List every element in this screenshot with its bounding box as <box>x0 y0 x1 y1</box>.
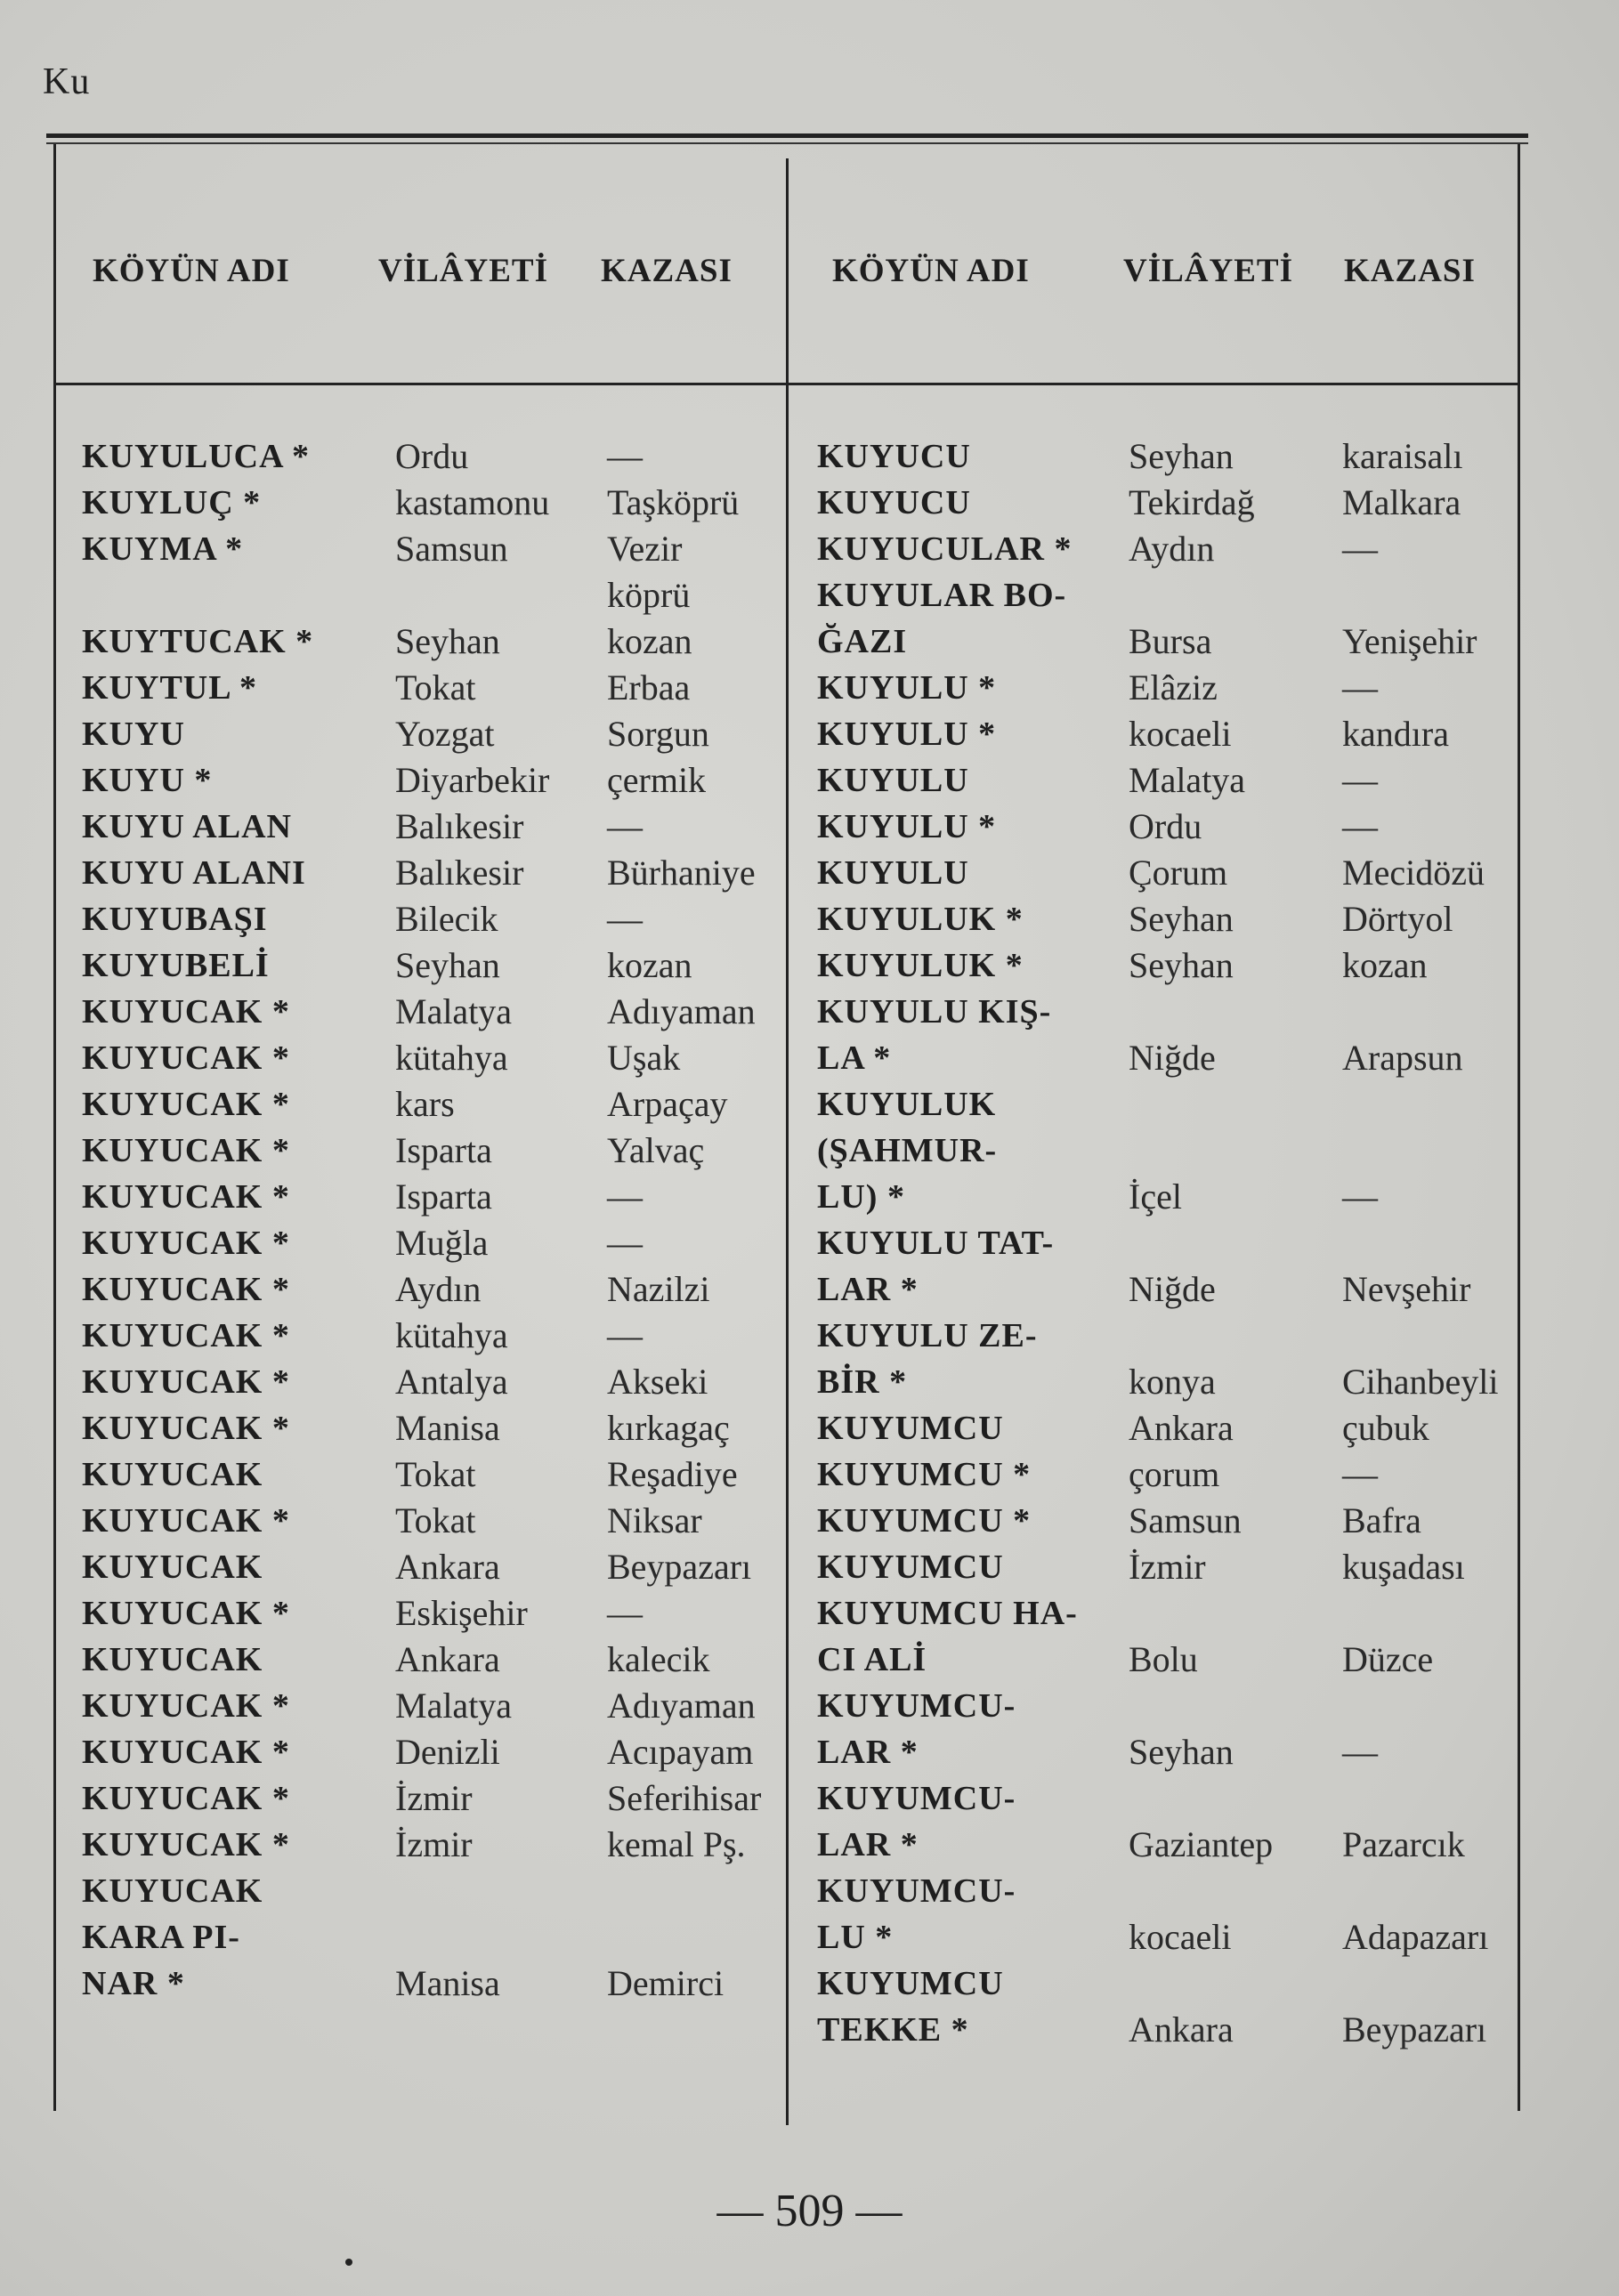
province: Manisa <box>395 1963 500 2003</box>
table-row <box>82 572 776 618</box>
province: kocaeli <box>1129 1917 1232 1957</box>
table-row <box>817 572 1511 618</box>
table-row <box>817 2007 1511 2053</box>
header-right-district: KAZASI <box>1344 253 1476 289</box>
province: çorum <box>1129 1454 1220 1494</box>
village-name: KARA PI- <box>82 1919 240 1956</box>
province: Tokat <box>395 1454 476 1494</box>
district: — <box>1342 1176 1378 1217</box>
village-name: KUYULU TAT- <box>817 1225 1055 1262</box>
district: — <box>607 1176 643 1217</box>
table-row <box>817 480 1511 526</box>
province: Yozgat <box>395 714 495 754</box>
table-row <box>82 711 776 757</box>
district: Sorgun <box>607 714 709 754</box>
table-row <box>82 1822 776 1868</box>
district: — <box>1342 667 1378 707</box>
table-row <box>82 433 776 480</box>
district: karaisalı <box>1342 436 1463 476</box>
table-row <box>82 757 776 804</box>
table-row <box>817 1822 1511 1868</box>
village-name: KUYULU * <box>817 808 997 845</box>
table-row <box>817 1081 1511 1128</box>
table-row <box>82 1081 776 1128</box>
table-row <box>817 1590 1511 1637</box>
village-name: LU * <box>817 1919 894 1956</box>
village-name: KUYULU * <box>817 715 997 753</box>
district: Seferihisar <box>607 1778 762 1818</box>
left-border <box>53 144 56 2111</box>
province: kütahya <box>395 1315 508 1355</box>
province: Elâziz <box>1129 667 1218 707</box>
province: Gaziantep <box>1129 1824 1274 1864</box>
district: kuşadası <box>1342 1547 1465 1587</box>
district: Adıyaman <box>607 1686 756 1726</box>
right-table <box>817 433 1511 2053</box>
village-name: TEKKE * <box>817 2011 969 2049</box>
province: Antalya <box>395 1362 508 1402</box>
village-name: KUYULUK * <box>817 901 1024 938</box>
village-name: KUYUCAK <box>82 1548 263 1586</box>
province: Ankara <box>1129 1408 1234 1448</box>
table-row <box>82 850 776 896</box>
table-row <box>817 1220 1511 1266</box>
header-right-province: VİLÂYETİ <box>1123 253 1293 289</box>
district: Erbaa <box>607 667 691 707</box>
left-table <box>82 433 776 2007</box>
table-row <box>82 1266 776 1313</box>
district: — <box>607 1315 643 1355</box>
village-name: KUYTUCAK * <box>82 623 314 660</box>
table-row <box>817 850 1511 896</box>
district: — <box>1342 1732 1378 1772</box>
district: çermik <box>607 760 707 800</box>
village-name: KUYULU ZE- <box>817 1317 1038 1354</box>
district: — <box>1342 760 1378 800</box>
village-name: KUYUCU <box>817 438 971 475</box>
district: Adıyaman <box>607 991 756 1031</box>
village-name: KUYUMCU * <box>817 1502 1032 1540</box>
district: Düzce <box>1342 1639 1434 1679</box>
province: Seyhan <box>395 945 500 985</box>
province: Malatya <box>395 991 513 1031</box>
province: Eskişehir <box>395 1593 528 1633</box>
province: Aydın <box>395 1269 482 1309</box>
village-name: KUYUMCU- <box>817 1872 1016 1910</box>
table-row <box>817 1359 1511 1405</box>
table-row <box>817 1313 1511 1359</box>
district: Yalvaç <box>607 1130 705 1170</box>
district: kalecik <box>607 1639 710 1679</box>
province: Seyhan <box>395 621 500 661</box>
village-name: KUYUCAK * <box>82 993 290 1031</box>
village-name: KUYUCULAR * <box>817 530 1073 568</box>
district: Pazarcık <box>1342 1824 1465 1864</box>
ink-dot <box>345 2259 352 2266</box>
village-name: KUYUCAK * <box>82 1826 290 1863</box>
district: Malkara <box>1342 482 1461 522</box>
district: kandıra <box>1342 714 1449 754</box>
table-row <box>817 757 1511 804</box>
village-name: KUYUMCU <box>817 1410 1004 1447</box>
village-name: LA * <box>817 1039 892 1077</box>
village-name: KUYULU <box>817 854 969 892</box>
village-name: (ŞAHMUR- <box>817 1132 998 1169</box>
center-divider <box>786 158 789 2125</box>
province: Ankara <box>1129 2009 1234 2049</box>
district: Bürhaniye <box>607 853 756 893</box>
district: — <box>607 1593 643 1633</box>
village-name: KUYUMCU <box>817 1965 1004 2002</box>
province: Samsun <box>1129 1500 1242 1540</box>
table-row <box>82 480 776 526</box>
district: — <box>1342 1454 1378 1494</box>
village-name: KUYUCAK <box>82 1456 263 1493</box>
table-row <box>817 989 1511 1035</box>
header-left-province: VİLÂYETİ <box>378 253 548 289</box>
header-left-district: KAZASI <box>601 253 733 289</box>
table-row <box>817 1775 1511 1822</box>
province: konya <box>1129 1362 1216 1402</box>
table-row <box>817 1451 1511 1498</box>
village-name: KUYUCAK * <box>82 1039 290 1077</box>
village-name: KUYUMCU- <box>817 1780 1016 1817</box>
province: Denizli <box>395 1732 500 1772</box>
table-row <box>82 1775 776 1822</box>
table-row <box>817 433 1511 480</box>
village-name: KUYLUÇ * <box>82 484 262 521</box>
village-name: KUYUCAK * <box>82 1502 290 1540</box>
province: Tokat <box>395 667 476 707</box>
district: Akseki <box>607 1362 708 1402</box>
district: Bafra <box>1342 1500 1421 1540</box>
village-name: KUYUCAK * <box>82 1595 290 1632</box>
table-row <box>82 1729 776 1775</box>
table-row <box>817 711 1511 757</box>
village-name: KUYUCAK * <box>82 1410 290 1447</box>
table-row <box>82 665 776 711</box>
village-name: KUYU ALANI <box>82 854 306 892</box>
table-row <box>82 896 776 942</box>
header-bottom-rule <box>55 383 1519 385</box>
province: Aydın <box>1129 529 1215 569</box>
village-name: KUYULUK <box>817 1086 997 1123</box>
district: Dörtyol <box>1342 899 1453 939</box>
province: Niğde <box>1129 1269 1216 1309</box>
district: kemal Pş. <box>607 1824 746 1864</box>
table-row <box>82 1868 776 1914</box>
village-name: KUYUCAK * <box>82 1734 290 1771</box>
village-name: KUYUCAK <box>82 1641 263 1678</box>
district: — <box>1342 806 1378 846</box>
village-name: KUYULU * <box>817 669 997 707</box>
table-row <box>82 1914 776 1960</box>
village-name: KUYUCAK * <box>82 1178 290 1216</box>
district: — <box>607 806 643 846</box>
province: Seyhan <box>1129 899 1234 939</box>
table-row <box>817 665 1511 711</box>
district: kırkagaç <box>607 1408 730 1448</box>
province: Malatya <box>395 1686 513 1726</box>
header-left-name: KÖYÜN ADI <box>93 253 290 289</box>
table-row <box>82 1544 776 1590</box>
table-row <box>82 1174 776 1220</box>
province: İzmir <box>395 1778 473 1818</box>
table-row <box>817 1683 1511 1729</box>
top-rule-thin <box>46 142 1528 144</box>
village-name: KUYUCAK * <box>82 1086 290 1123</box>
village-name: KUYUBELİ <box>82 947 270 984</box>
table-row <box>82 1220 776 1266</box>
table-row <box>82 1590 776 1637</box>
village-name: KUYMA * <box>82 530 244 568</box>
table-row <box>82 618 776 665</box>
village-name: ĞAZI <box>817 623 908 660</box>
district: kozan <box>607 945 692 985</box>
province: Samsun <box>395 529 508 569</box>
table-row <box>817 942 1511 989</box>
province: Isparta <box>395 1176 492 1217</box>
village-name: KUYUCAK * <box>82 1687 290 1725</box>
village-name: LAR * <box>817 1271 919 1308</box>
table-row <box>817 1729 1511 1775</box>
table-row <box>817 804 1511 850</box>
province: Seyhan <box>1129 1732 1234 1772</box>
village-name: KUYUCAK * <box>82 1317 290 1354</box>
province: Bursa <box>1129 621 1212 661</box>
table-row <box>82 1451 776 1498</box>
province: kocaeli <box>1129 714 1232 754</box>
province: Muğla <box>395 1223 489 1263</box>
table-row <box>817 1960 1511 2007</box>
village-name: LAR * <box>817 1826 919 1863</box>
province: Çorum <box>1129 853 1228 893</box>
district: Reşadiye <box>607 1454 738 1494</box>
district: Arapsun <box>1342 1038 1463 1078</box>
table-row <box>817 1128 1511 1174</box>
village-name: KUYU <box>82 715 185 753</box>
province: kütahya <box>395 1038 508 1078</box>
table-row <box>82 1128 776 1174</box>
village-name: KUYULU KIŞ- <box>817 993 1052 1031</box>
table-row <box>817 526 1511 572</box>
header-right-name: KÖYÜN ADI <box>832 253 1030 289</box>
village-name: NAR * <box>82 1965 185 2002</box>
village-name: KUYUCU <box>817 484 971 521</box>
village-name: BİR * <box>817 1363 908 1401</box>
province: Isparta <box>395 1130 492 1170</box>
table-row <box>82 1960 776 2007</box>
province: Malatya <box>1129 760 1246 800</box>
district: kozan <box>607 621 692 661</box>
table-row <box>82 1498 776 1544</box>
district: Mecidözü <box>1342 853 1485 893</box>
table-row <box>817 1266 1511 1313</box>
table-row <box>82 942 776 989</box>
table-row <box>82 804 776 850</box>
province: Seyhan <box>1129 436 1234 476</box>
table-row <box>82 1637 776 1683</box>
table-row <box>82 1035 776 1081</box>
village-name: KUYUCAK * <box>82 1132 290 1169</box>
district: kozan <box>1342 945 1428 985</box>
page-number: — 509 — <box>716 2186 903 2236</box>
table-row <box>82 1359 776 1405</box>
village-name: KUYULU <box>817 762 969 799</box>
province: Ankara <box>395 1547 500 1587</box>
table-row <box>82 526 776 572</box>
village-name: CI ALİ <box>817 1641 927 1678</box>
province: Ordu <box>1129 806 1202 846</box>
village-name: KUYUMCU- <box>817 1687 1016 1725</box>
district: Beypazarı <box>1342 2009 1487 2049</box>
province: Ordu <box>395 436 469 476</box>
village-name: KUYUBAŞI <box>82 901 268 938</box>
district: Adapazarı <box>1342 1917 1489 1957</box>
district: Arpaçay <box>607 1084 728 1124</box>
district: Taşköprü <box>607 482 740 522</box>
district: Nazilzi <box>607 1269 710 1309</box>
village-name: KUYUCAK * <box>82 1780 290 1817</box>
village-name: KUYUCAK * <box>82 1225 290 1262</box>
district: Vezir <box>607 529 683 569</box>
table-row <box>817 1498 1511 1544</box>
village-name: LU) * <box>817 1178 905 1216</box>
table-row <box>817 618 1511 665</box>
district: Demirci <box>607 1963 725 2003</box>
province: Tekirdağ <box>1129 482 1255 522</box>
right-border <box>1518 144 1520 2111</box>
village-name: KUYTUL * <box>82 669 257 707</box>
district: Uşak <box>607 1038 681 1078</box>
district: — <box>607 1223 643 1263</box>
province: Niğde <box>1129 1038 1216 1078</box>
table-row <box>82 1683 776 1729</box>
village-name: KUYUCAK * <box>82 1271 290 1308</box>
district: Acıpayam <box>607 1732 754 1772</box>
province: İzmir <box>395 1824 473 1864</box>
village-name: KUYULAR BO- <box>817 577 1067 614</box>
village-name: KUYUCAK <box>82 1872 263 1910</box>
province: İçel <box>1129 1176 1182 1217</box>
table-row <box>817 1914 1511 1960</box>
village-name: KUYU ALAN <box>82 808 292 845</box>
province: Balıkesir <box>395 853 524 893</box>
district: — <box>607 899 643 939</box>
village-name: KUYULUCA * <box>82 438 310 475</box>
table-row <box>817 1035 1511 1081</box>
village-name: KUYULUK * <box>817 947 1024 984</box>
province: Ankara <box>395 1639 500 1679</box>
village-name: KUYUCAK * <box>82 1363 290 1401</box>
village-name: LAR * <box>817 1734 919 1771</box>
province: Tokat <box>395 1500 476 1540</box>
province: Manisa <box>395 1408 500 1448</box>
district: Beypazarı <box>607 1547 752 1587</box>
province: Bolu <box>1129 1639 1198 1679</box>
table-row <box>817 1405 1511 1451</box>
table-row <box>82 989 776 1035</box>
village-name: KUYUMCU * <box>817 1456 1032 1493</box>
village-name: KUYU * <box>82 762 213 799</box>
district: — <box>607 436 643 476</box>
district: — <box>1342 529 1378 569</box>
province: Diyarbekir <box>395 760 550 800</box>
province: kars <box>395 1084 455 1124</box>
district: çubuk <box>1342 1408 1429 1448</box>
top-rule <box>46 133 1528 138</box>
table-row <box>817 1174 1511 1220</box>
province: Balıkesir <box>395 806 524 846</box>
table-row <box>817 1868 1511 1914</box>
table-row <box>817 1544 1511 1590</box>
table-row <box>82 1313 776 1359</box>
table-row <box>82 1405 776 1451</box>
district: köprü <box>607 575 691 615</box>
table-row <box>817 896 1511 942</box>
district: Yenişehir <box>1342 621 1477 661</box>
province: İzmir <box>1129 1547 1206 1587</box>
village-name: KUYUMCU HA- <box>817 1595 1078 1632</box>
province: kastamonu <box>395 482 550 522</box>
running-head: Ku <box>43 61 91 102</box>
district: Niksar <box>607 1500 702 1540</box>
district: Nevşehir <box>1342 1269 1471 1309</box>
village-name: KUYUMCU <box>817 1548 1004 1586</box>
province: Bilecik <box>395 899 498 939</box>
province: Seyhan <box>1129 945 1234 985</box>
table-row <box>817 1637 1511 1683</box>
district: Cihanbeyli <box>1342 1362 1499 1402</box>
